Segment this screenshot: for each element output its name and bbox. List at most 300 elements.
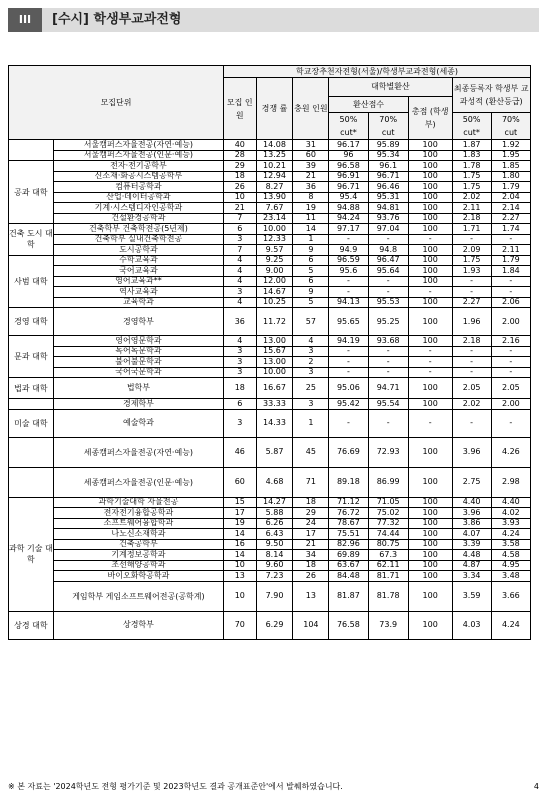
table-row xyxy=(9,255,531,266)
table-row xyxy=(9,497,531,508)
table-row xyxy=(9,399,531,410)
value-cell: 84.48 xyxy=(329,571,368,582)
value-cell: 2.27 xyxy=(491,213,530,224)
value-cell: 94.9 xyxy=(329,245,368,256)
value-cell: 3.48 xyxy=(491,571,530,582)
value-cell: 10.21 xyxy=(256,161,293,172)
unit-cell: 조선해양공학과 xyxy=(53,560,223,571)
college-cell: 경영 대학 xyxy=(9,308,54,336)
value-cell: 6.43 xyxy=(256,529,293,540)
value-cell: 81.87 xyxy=(329,581,368,611)
college-cell: 상경 대학 xyxy=(9,611,54,639)
value-cell: 10 xyxy=(224,560,256,571)
value-cell: 40 xyxy=(224,140,256,151)
value-cell: 4 xyxy=(224,255,256,266)
value-cell: 19 xyxy=(293,203,329,214)
table-row xyxy=(9,357,531,368)
value-cell: 18 xyxy=(293,497,329,508)
value-cell: 3 xyxy=(224,346,256,357)
table-row xyxy=(9,234,531,245)
table-row xyxy=(9,287,531,298)
value-cell: 29 xyxy=(293,508,329,519)
value-cell: 13.90 xyxy=(256,192,293,203)
unit-cell: 불어불문학과 xyxy=(53,357,223,368)
value-cell: 63.67 xyxy=(329,560,368,571)
value-cell: 4.07 xyxy=(452,529,491,540)
total-header: 총점 (학생부) xyxy=(408,97,452,140)
value-cell: 14 xyxy=(224,529,256,540)
value-cell: 1.85 xyxy=(491,161,530,172)
value-cell: 9.50 xyxy=(256,539,293,550)
value-cell: 94.88 xyxy=(329,203,368,214)
table-row xyxy=(9,150,531,161)
table-row xyxy=(9,550,531,561)
college-cell xyxy=(9,467,54,497)
value-cell: 100 xyxy=(408,161,452,172)
value-cell: 3 xyxy=(293,399,329,410)
value-cell: 5.88 xyxy=(256,508,293,519)
value-cell: 10 xyxy=(224,581,256,611)
value-cell: 14.67 xyxy=(256,287,293,298)
value-cell: 1.75 xyxy=(452,182,491,193)
table-row xyxy=(9,409,531,437)
value-cell: 97.04 xyxy=(368,224,408,235)
value-cell: - xyxy=(491,367,530,378)
value-cell: 3.59 xyxy=(452,581,491,611)
value-cell: - xyxy=(368,287,408,298)
value-cell: 95.54 xyxy=(368,399,408,410)
value-cell: 96.71 xyxy=(329,182,368,193)
value-cell: 1.95 xyxy=(491,150,530,161)
table-row xyxy=(9,367,531,378)
value-cell: 96.91 xyxy=(329,171,368,182)
value-cell: 46 xyxy=(224,437,256,467)
value-cell: 11.72 xyxy=(256,308,293,336)
table-row xyxy=(9,571,531,582)
value-cell: 76.69 xyxy=(329,437,368,467)
unit-cell: 도시공학과 xyxy=(53,245,223,256)
score-conv-header: 환산점수 xyxy=(329,97,409,113)
value-cell: 3 xyxy=(293,346,329,357)
college-cell: 건축 도시 대학 xyxy=(9,224,54,256)
value-cell: 3.96 xyxy=(452,437,491,467)
value-cell: 10.00 xyxy=(256,367,293,378)
value-cell: 13.00 xyxy=(256,336,293,347)
value-cell: 100 xyxy=(408,224,452,235)
value-cell: 100 xyxy=(408,182,452,193)
value-cell: - xyxy=(329,409,368,437)
value-cell: 2.09 xyxy=(452,245,491,256)
value-cell: 1.78 xyxy=(452,161,491,172)
unit-cell: 나노신소재학과 xyxy=(53,529,223,540)
value-cell: 74.44 xyxy=(368,529,408,540)
unit-cell: 역사교육과 xyxy=(53,287,223,298)
value-cell: 100 xyxy=(408,518,452,529)
value-cell: 5 xyxy=(293,266,329,277)
value-cell: 71.12 xyxy=(329,497,368,508)
value-cell: 36 xyxy=(293,182,329,193)
table-row xyxy=(9,161,531,172)
value-cell: 100 xyxy=(408,550,452,561)
section-header xyxy=(8,8,539,32)
value-cell: 36 xyxy=(224,308,256,336)
value-cell: 76.72 xyxy=(329,508,368,519)
value-cell: 10.25 xyxy=(256,297,293,308)
value-cell: - xyxy=(452,346,491,357)
value-cell: - xyxy=(452,357,491,368)
value-cell: - xyxy=(491,234,530,245)
value-cell: 2.98 xyxy=(491,467,530,497)
value-cell: 96.71 xyxy=(368,171,408,182)
value-cell: 60 xyxy=(224,467,256,497)
value-cell: 1.74 xyxy=(491,224,530,235)
value-cell: 2.02 xyxy=(452,192,491,203)
value-cell: - xyxy=(491,276,530,287)
value-cell: - xyxy=(452,234,491,245)
value-cell: 34 xyxy=(293,550,329,561)
table-row xyxy=(9,245,531,256)
value-cell: 14 xyxy=(224,550,256,561)
unit-cell: 경영학부 xyxy=(53,308,223,336)
unit-cell: 상경학부 xyxy=(53,611,223,639)
table-row xyxy=(9,336,531,347)
value-cell: 11 xyxy=(293,213,329,224)
value-cell: 100 xyxy=(408,399,452,410)
value-cell: 45 xyxy=(293,437,329,467)
top-header: 학교장추천자전형(서울)/학생부교과전형(세종) xyxy=(224,66,531,78)
value-cell: 76.58 xyxy=(329,611,368,639)
value-cell: 3 xyxy=(224,409,256,437)
value-cell: - xyxy=(368,409,408,437)
table-row xyxy=(9,171,531,182)
college-cell: 공과 대학 xyxy=(9,161,54,224)
value-cell: 100 xyxy=(408,255,452,266)
value-cell: 100 xyxy=(408,297,452,308)
value-cell: 18 xyxy=(224,171,256,182)
unit-cell: 바이오화학공학과 xyxy=(53,571,223,582)
value-cell: 1.80 xyxy=(491,171,530,182)
value-cell: 3.39 xyxy=(452,539,491,550)
college-cell: 법과 대학 xyxy=(9,378,54,399)
value-cell: 2.06 xyxy=(491,297,530,308)
value-cell: 70 xyxy=(224,611,256,639)
value-cell: 100 xyxy=(408,560,452,571)
value-cell: 100 xyxy=(408,581,452,611)
value-cell: 7.90 xyxy=(256,581,293,611)
value-cell: 3.86 xyxy=(452,518,491,529)
value-cell: 95.42 xyxy=(329,399,368,410)
value-cell: 13.25 xyxy=(256,150,293,161)
value-cell: - xyxy=(368,234,408,245)
value-cell: 78.67 xyxy=(329,518,368,529)
unit-cell: 서울캠퍼스자율전공(자연·예능) xyxy=(53,140,223,151)
value-cell: 19 xyxy=(224,518,256,529)
value-cell: - xyxy=(368,357,408,368)
value-cell: - xyxy=(329,287,368,298)
footer-note: ※ 본 자료는 '2024학년도 전형 평가기준 및 2023학년도 결과 공개표준안'에서 발췌하였습니다. xyxy=(8,782,343,791)
value-cell: 2.00 xyxy=(491,399,530,410)
value-cell: 12.33 xyxy=(256,234,293,245)
value-cell: 26 xyxy=(293,571,329,582)
value-cell: 4.58 xyxy=(491,550,530,561)
value-cell: 3.34 xyxy=(452,571,491,582)
value-cell: 6 xyxy=(293,255,329,266)
value-cell: 95.4 xyxy=(329,192,368,203)
college-cell: 미술 대학 xyxy=(9,409,54,437)
value-cell: 94.81 xyxy=(368,203,408,214)
value-cell: 12.00 xyxy=(256,276,293,287)
value-cell: 9.60 xyxy=(256,560,293,571)
value-cell: 100 xyxy=(408,508,452,519)
table-row xyxy=(9,213,531,224)
value-cell: - xyxy=(452,409,491,437)
table-row xyxy=(9,437,531,467)
value-cell: 2.18 xyxy=(452,213,491,224)
unit-cell: 기계·시스템디자인공학과 xyxy=(53,203,223,214)
table-row xyxy=(9,224,531,235)
unit-cell: 세종캠퍼스자율전공(인문·예능) xyxy=(53,467,223,497)
value-cell: 100 xyxy=(408,276,452,287)
value-cell: - xyxy=(368,276,408,287)
value-cell: 2.00 xyxy=(491,308,530,336)
conv-50-header: 50% cut* xyxy=(329,113,368,140)
value-cell: 4.03 xyxy=(452,611,491,639)
value-cell: 18 xyxy=(293,560,329,571)
value-cell: - xyxy=(491,409,530,437)
unit-cell: 과학기술대학 자율전공 xyxy=(53,497,223,508)
ratio-header: 경쟁 률 xyxy=(256,78,293,140)
value-cell: 14 xyxy=(293,224,329,235)
value-cell: 95.89 xyxy=(368,140,408,151)
value-cell: 67.3 xyxy=(368,550,408,561)
table-row xyxy=(9,182,531,193)
value-cell: 25 xyxy=(293,378,329,399)
value-cell: 100 xyxy=(408,203,452,214)
value-cell: 1.84 xyxy=(491,266,530,277)
value-cell: 1.87 xyxy=(452,140,491,151)
value-cell: 100 xyxy=(408,308,452,336)
value-cell: 95.6 xyxy=(329,266,368,277)
value-cell: - xyxy=(368,367,408,378)
value-cell: 5 xyxy=(293,297,329,308)
table-row xyxy=(9,529,531,540)
value-cell: - xyxy=(452,287,491,298)
table-row xyxy=(9,140,531,151)
value-cell: - xyxy=(408,409,452,437)
value-cell: 3 xyxy=(224,287,256,298)
college-cell xyxy=(9,399,54,410)
value-cell: 29 xyxy=(224,161,256,172)
value-cell: 3.93 xyxy=(491,518,530,529)
value-cell: 82.96 xyxy=(329,539,368,550)
value-cell: 4.26 xyxy=(491,437,530,467)
value-cell: 28 xyxy=(224,150,256,161)
unit-cell: 법학부 xyxy=(53,378,223,399)
final-header: 최종등록자 학생부 교과성적 (환산등급) xyxy=(452,78,531,113)
value-cell: 3 xyxy=(224,357,256,368)
value-cell: 100 xyxy=(408,497,452,508)
value-cell: 7.67 xyxy=(256,203,293,214)
value-cell: 89.18 xyxy=(329,467,368,497)
value-cell: 100 xyxy=(408,245,452,256)
value-cell: - xyxy=(408,346,452,357)
value-cell: 94.19 xyxy=(329,336,368,347)
value-cell: - xyxy=(408,287,452,298)
value-cell: 4 xyxy=(224,336,256,347)
final-50-header: 50% cut* xyxy=(452,113,491,140)
value-cell: 100 xyxy=(408,140,452,151)
value-cell: 4.48 xyxy=(452,550,491,561)
value-cell: 95.34 xyxy=(368,150,408,161)
college-cell: 사범 대학 xyxy=(9,255,54,308)
table-row xyxy=(9,308,531,336)
value-cell: 86.99 xyxy=(368,467,408,497)
value-cell: 95.53 xyxy=(368,297,408,308)
unit-cell: 신소재·화공시스템공학부 xyxy=(53,171,223,182)
value-cell: 95.06 xyxy=(329,378,368,399)
table-row xyxy=(9,346,531,357)
value-cell: - xyxy=(408,234,452,245)
value-cell: 3 xyxy=(224,367,256,378)
value-cell: 3.58 xyxy=(491,539,530,550)
college-cell xyxy=(9,437,54,467)
value-cell: 1.71 xyxy=(452,224,491,235)
value-cell: - xyxy=(408,357,452,368)
value-cell: 100 xyxy=(408,539,452,550)
value-cell: 6.29 xyxy=(256,611,293,639)
table-row xyxy=(9,560,531,571)
value-cell: 6 xyxy=(224,224,256,235)
value-cell: 2.11 xyxy=(491,245,530,256)
value-cell: 3.96 xyxy=(452,508,491,519)
page-number: 4 xyxy=(533,782,539,791)
value-cell: 96.17 xyxy=(329,140,368,151)
value-cell: 21 xyxy=(224,203,256,214)
value-cell: 4.24 xyxy=(491,529,530,540)
value-cell: 100 xyxy=(408,266,452,277)
value-cell: 62.11 xyxy=(368,560,408,571)
value-cell: 4 xyxy=(293,336,329,347)
unit-cell: 건설환경공학과 xyxy=(53,213,223,224)
conv-70-header: 70% cut xyxy=(368,113,408,140)
unit-cell: 독어독문학과 xyxy=(53,346,223,357)
value-cell: 100 xyxy=(408,529,452,540)
value-cell: 94.71 xyxy=(368,378,408,399)
value-cell: 4.95 xyxy=(491,560,530,571)
value-cell: 4 xyxy=(224,276,256,287)
value-cell: 93.68 xyxy=(368,336,408,347)
value-cell: - xyxy=(329,234,368,245)
table-row xyxy=(9,581,531,611)
value-cell: 39 xyxy=(293,161,329,172)
value-cell: 13.00 xyxy=(256,357,293,368)
value-cell: 1.75 xyxy=(452,255,491,266)
value-cell: 9.57 xyxy=(256,245,293,256)
footer xyxy=(8,782,539,792)
admission-results-table xyxy=(8,65,531,640)
value-cell: 4.87 xyxy=(452,560,491,571)
unit-cell: 게임학부 게임소프트웨어전공(공학계) xyxy=(53,581,223,611)
value-cell: 95.65 xyxy=(329,308,368,336)
value-cell: 100 xyxy=(408,336,452,347)
value-cell: 94.24 xyxy=(329,213,368,224)
value-cell: 1.75 xyxy=(452,171,491,182)
value-cell: 6 xyxy=(224,399,256,410)
value-cell: 4 xyxy=(224,266,256,277)
univ-conv-header: 대학별환산 xyxy=(329,78,452,97)
value-cell: 2.14 xyxy=(491,203,530,214)
quota-header: 모집 인원 xyxy=(224,78,256,140)
unit-cell: 국어국문학과 xyxy=(53,367,223,378)
value-cell: 7.23 xyxy=(256,571,293,582)
table-row xyxy=(9,467,531,497)
value-cell: 4.40 xyxy=(491,497,530,508)
value-cell: 100 xyxy=(408,611,452,639)
value-cell: 6.26 xyxy=(256,518,293,529)
value-cell: 104 xyxy=(293,611,329,639)
unit-cell: 전자전기융합공학과 xyxy=(53,508,223,519)
value-cell: 96.47 xyxy=(368,255,408,266)
unit-cell: 예술학과 xyxy=(53,409,223,437)
value-cell: - xyxy=(491,287,530,298)
unit-cell: 건축학부 실내건축학전공 xyxy=(53,234,223,245)
college-cell: 문과 대학 xyxy=(9,336,54,378)
value-cell: 16.67 xyxy=(256,378,293,399)
section-number: III xyxy=(8,8,42,32)
unit-cell: 영어교육과** xyxy=(53,276,223,287)
value-cell: 97.17 xyxy=(329,224,368,235)
value-cell: 95.25 xyxy=(368,308,408,336)
section-title: [수시] 학생부교과전형 xyxy=(52,12,182,27)
unit-cell: 경제학부 xyxy=(53,399,223,410)
value-cell: 93.76 xyxy=(368,213,408,224)
value-cell: 5.87 xyxy=(256,437,293,467)
value-cell: 23.14 xyxy=(256,213,293,224)
value-cell: 100 xyxy=(408,467,452,497)
value-cell: 95.31 xyxy=(368,192,408,203)
value-cell: 4 xyxy=(224,297,256,308)
value-cell: 94.13 xyxy=(329,297,368,308)
value-cell: - xyxy=(491,346,530,357)
value-cell: 2.27 xyxy=(452,297,491,308)
value-cell: 72.93 xyxy=(368,437,408,467)
value-cell: 6 xyxy=(293,276,329,287)
extra-header: 충원 인원 xyxy=(293,78,329,140)
unit-cell: 전자·전기공학부 xyxy=(53,161,223,172)
college-cell xyxy=(9,140,54,161)
value-cell: - xyxy=(329,276,368,287)
value-cell: 100 xyxy=(408,571,452,582)
value-cell: 100 xyxy=(408,437,452,467)
value-cell: 3.66 xyxy=(491,581,530,611)
value-cell: 2.05 xyxy=(491,378,530,399)
value-cell: 4.40 xyxy=(452,497,491,508)
value-cell: 13 xyxy=(224,571,256,582)
value-cell: 96.58 xyxy=(329,161,368,172)
value-cell: 100 xyxy=(408,150,452,161)
value-cell: - xyxy=(408,367,452,378)
value-cell: 1.79 xyxy=(491,182,530,193)
value-cell: 2.11 xyxy=(452,203,491,214)
table-row xyxy=(9,192,531,203)
unit-cell: 서울캠퍼스자율전공(인문·예능) xyxy=(53,150,223,161)
value-cell: 7 xyxy=(224,245,256,256)
value-cell: 75.02 xyxy=(368,508,408,519)
value-cell: 1.79 xyxy=(491,255,530,266)
final-70-header: 70% cut xyxy=(491,113,530,140)
value-cell: 17 xyxy=(293,529,329,540)
value-cell: 94.8 xyxy=(368,245,408,256)
